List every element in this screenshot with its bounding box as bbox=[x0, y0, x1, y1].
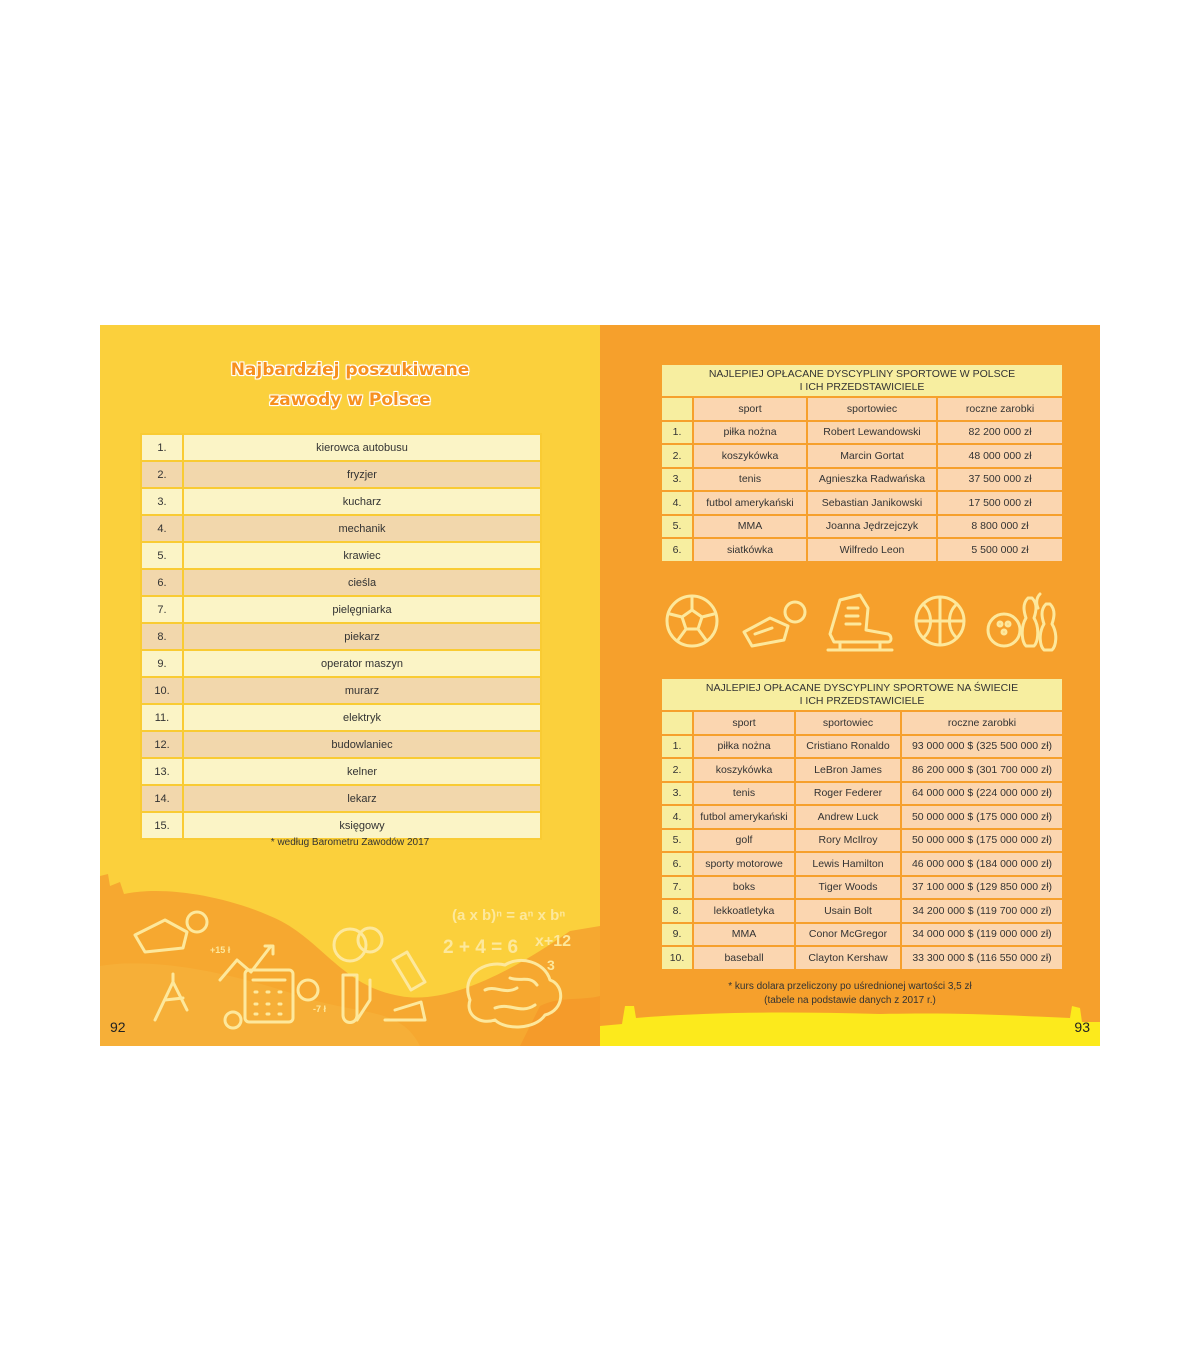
table-row bbox=[661, 735, 1063, 759]
basketball-icon bbox=[916, 597, 964, 645]
money-label-2: -7 ł bbox=[313, 1004, 327, 1014]
athlete-cell: Roger Federer bbox=[795, 782, 901, 806]
athlete-cell: Andrew Luck bbox=[795, 805, 901, 829]
rank-cell: 2. bbox=[661, 758, 693, 782]
sport-cell: MMA bbox=[693, 515, 807, 539]
left-page bbox=[100, 325, 600, 1046]
earnings-column-header: roczne zarobki bbox=[901, 711, 1063, 735]
sport-icons-row bbox=[660, 590, 1060, 660]
rank-cell: 3. bbox=[661, 468, 693, 492]
profession-cell: cieśla bbox=[183, 569, 541, 596]
soccer-ball-icon bbox=[667, 596, 717, 646]
rank-cell: 11. bbox=[141, 704, 183, 731]
rank-cell: 5. bbox=[661, 515, 693, 539]
profession-cell: lekarz bbox=[183, 785, 541, 812]
sport-cell: boks bbox=[693, 876, 795, 900]
table-row bbox=[661, 829, 1063, 853]
earnings-cell: 93 000 000 $ (325 500 000 zł) bbox=[901, 735, 1063, 759]
page-number-left: 92 bbox=[110, 1019, 126, 1035]
earnings-cell: 34 000 000 $ (119 000 000 zł) bbox=[901, 923, 1063, 947]
rank-cell: 10. bbox=[141, 677, 183, 704]
athlete-cell: Wilfredo Leon bbox=[807, 538, 937, 562]
earnings-cell: 5 500 000 zł bbox=[937, 538, 1063, 562]
money-label-1: +15 ł bbox=[210, 945, 231, 955]
rank-cell: 9. bbox=[141, 650, 183, 677]
table-row bbox=[661, 491, 1063, 515]
earnings-cell: 86 200 000 $ (301 700 000 zł) bbox=[901, 758, 1063, 782]
title-line-2: zawody w Polsce bbox=[269, 390, 431, 410]
athlete-cell: Agnieszka Radwańska bbox=[807, 468, 937, 492]
athlete-column-header: sportowiec bbox=[795, 711, 901, 735]
sport-cell: koszykówka bbox=[693, 444, 807, 468]
athlete-cell: Rory McIlroy bbox=[795, 829, 901, 853]
sport-cell: siatkówka bbox=[693, 538, 807, 562]
table-row bbox=[661, 538, 1063, 562]
table-row bbox=[661, 852, 1063, 876]
rank-column-header bbox=[661, 711, 693, 735]
athlete-cell: Joanna Jędrzejczyk bbox=[807, 515, 937, 539]
left-icons bbox=[125, 890, 585, 1030]
table-row bbox=[141, 461, 541, 488]
microscope-icon bbox=[385, 952, 425, 1020]
profession-cell: kucharz bbox=[183, 488, 541, 515]
poland-table-title-line-1: NAJLEPIEJ OPŁACANE DYSCYPLINY SPORTOWE W POLSCE bbox=[708, 367, 1016, 380]
table-row bbox=[661, 805, 1063, 829]
rank-cell: 3. bbox=[141, 488, 183, 515]
right-footnote-line-2: (tabele na podstawie danych z 2017 r.) bbox=[764, 995, 936, 1006]
table-row bbox=[141, 623, 541, 650]
left-footnote: * według Barometru Zawodów 2017 bbox=[270, 837, 430, 848]
athlete-cell: Usain Bolt bbox=[795, 899, 901, 923]
rank-cell: 15. bbox=[141, 812, 183, 839]
profession-cell: piekarz bbox=[183, 623, 541, 650]
athlete-cell: Conor McGregor bbox=[795, 923, 901, 947]
profession-cell: murarz bbox=[183, 677, 541, 704]
math-formula-3: x+12 bbox=[535, 933, 572, 950]
rank-cell: 3. bbox=[661, 782, 693, 806]
profession-cell: księgowy bbox=[183, 812, 541, 839]
sport-cell: golf bbox=[693, 829, 795, 853]
athlete-cell: Tiger Woods bbox=[795, 876, 901, 900]
sport-cell: futbol amerykański bbox=[693, 491, 807, 515]
athlete-cell: Robert Lewandowski bbox=[807, 421, 937, 445]
sport-cell: lekkoatletyka bbox=[693, 899, 795, 923]
page-number-right: 93 bbox=[1074, 1019, 1090, 1035]
sport-cell: MMA bbox=[693, 923, 795, 947]
sport-cell: tenis bbox=[693, 468, 807, 492]
earnings-column-header: roczne zarobki bbox=[937, 397, 1063, 421]
math-formula-1: (a x b)ⁿ = aⁿ x bⁿ bbox=[452, 907, 566, 924]
earnings-cell: 64 000 000 $ (224 000 000 zł) bbox=[901, 782, 1063, 806]
athlete-cell: Clayton Kershaw bbox=[795, 946, 901, 970]
world-table-title-line-1: NAJLEPIEJ OPŁACANE DYSCYPLINY SPORTOWE NA ŚWIECIE bbox=[705, 681, 1019, 694]
table-row bbox=[141, 434, 541, 461]
earnings-cell: 46 000 000 $ (184 000 000 zł) bbox=[901, 852, 1063, 876]
rank-cell: 4. bbox=[661, 491, 693, 515]
rank-cell: 12. bbox=[141, 731, 183, 758]
sport-cell: baseball bbox=[693, 946, 795, 970]
rank-cell: 5. bbox=[661, 829, 693, 853]
sport-cell: tenis bbox=[693, 782, 795, 806]
athlete-cell: LeBron James bbox=[795, 758, 901, 782]
math-formula-2: 2 + 4 = 6 bbox=[443, 937, 519, 958]
rank-cell: 6. bbox=[661, 538, 693, 562]
rank-cell: 6. bbox=[661, 852, 693, 876]
whistle-icon bbox=[135, 912, 207, 952]
table-row bbox=[141, 731, 541, 758]
rank-cell: 13. bbox=[141, 758, 183, 785]
athlete-column-header: sportowiec bbox=[807, 397, 937, 421]
poland-sports-table bbox=[660, 363, 1064, 563]
rank-cell: 14. bbox=[141, 785, 183, 812]
table-row bbox=[141, 677, 541, 704]
table-row bbox=[661, 468, 1063, 492]
rank-cell: 7. bbox=[141, 596, 183, 623]
earnings-cell: 50 000 000 $ (175 000 000 zł) bbox=[901, 805, 1063, 829]
earnings-cell: 50 000 000 $ (175 000 000 zł) bbox=[901, 829, 1063, 853]
profession-cell: krawiec bbox=[183, 542, 541, 569]
calculator-icon bbox=[225, 970, 318, 1028]
right-page bbox=[600, 325, 1100, 1046]
rank-cell: 6. bbox=[141, 569, 183, 596]
earnings-cell: 8 800 000 zł bbox=[937, 515, 1063, 539]
table-row bbox=[141, 542, 541, 569]
world-sports-table bbox=[660, 677, 1064, 971]
earnings-cell: 17 500 000 zł bbox=[937, 491, 1063, 515]
table-row bbox=[661, 876, 1063, 900]
profession-cell: kelner bbox=[183, 758, 541, 785]
profession-cell: mechanik bbox=[183, 515, 541, 542]
athlete-cell: Lewis Hamilton bbox=[795, 852, 901, 876]
athlete-cell: Marcin Gortat bbox=[807, 444, 937, 468]
compass-icon bbox=[155, 974, 187, 1020]
table-row bbox=[141, 758, 541, 785]
profession-cell: fryzjer bbox=[183, 461, 541, 488]
table-row bbox=[661, 421, 1063, 445]
profession-cell: elektryk bbox=[183, 704, 541, 731]
sport-cell: piłka nożna bbox=[693, 421, 807, 445]
sport-cell: piłka nożna bbox=[693, 735, 795, 759]
athlete-cell: Sebastian Janikowski bbox=[807, 491, 937, 515]
world-table-title-line-2: I ICH PRZEDSTAWICIELE bbox=[799, 694, 925, 707]
table-row bbox=[141, 812, 541, 839]
table-row bbox=[141, 785, 541, 812]
sport-cell: koszykówka bbox=[693, 758, 795, 782]
profession-cell: operator maszyn bbox=[183, 650, 541, 677]
math-formula-4: 3 bbox=[547, 957, 555, 973]
rank-cell: 2. bbox=[661, 444, 693, 468]
table-row bbox=[141, 596, 541, 623]
rank-cell: 8. bbox=[661, 899, 693, 923]
rank-cell: 9. bbox=[661, 923, 693, 947]
rank-cell: 4. bbox=[661, 805, 693, 829]
book-spread bbox=[100, 325, 1100, 1046]
rank-cell: 4. bbox=[141, 515, 183, 542]
table-row bbox=[661, 758, 1063, 782]
table-row bbox=[661, 923, 1063, 947]
rank-cell: 1. bbox=[661, 735, 693, 759]
earnings-cell: 37 500 000 zł bbox=[937, 468, 1063, 492]
sport-cell: sporty motorowe bbox=[693, 852, 795, 876]
rank-cell: 1. bbox=[141, 434, 183, 461]
page-title bbox=[100, 355, 600, 415]
profession-cell: pielęgniarka bbox=[183, 596, 541, 623]
table-row bbox=[141, 569, 541, 596]
title-line-1: Najbardziej poszukiwane bbox=[230, 360, 470, 380]
ice-skate-icon bbox=[828, 595, 892, 650]
rank-cell: 2. bbox=[141, 461, 183, 488]
poland-table-title-line-2: I ICH PRZEDSTAWICIELE bbox=[799, 380, 925, 393]
earnings-cell: 34 200 000 $ (119 700 000 zł) bbox=[901, 899, 1063, 923]
rank-cell: 10. bbox=[661, 946, 693, 970]
table-row bbox=[661, 782, 1063, 806]
right-footnote-line-1: * kurs dolara przeliczony po uśrednionej wartości 3,5 zł bbox=[728, 981, 972, 992]
table-row bbox=[661, 946, 1063, 970]
table-row bbox=[661, 444, 1063, 468]
earnings-cell: 33 300 000 $ (116 550 000 zł) bbox=[901, 946, 1063, 970]
earnings-cell: 48 000 000 zł bbox=[937, 444, 1063, 468]
sport-column-header: sport bbox=[693, 397, 807, 421]
sport-cell: futbol amerykański bbox=[693, 805, 795, 829]
table-row bbox=[141, 650, 541, 677]
earnings-cell: 82 200 000 zł bbox=[937, 421, 1063, 445]
rank-cell: 8. bbox=[141, 623, 183, 650]
rank-cell: 7. bbox=[661, 876, 693, 900]
table-row bbox=[141, 704, 541, 731]
table-row bbox=[141, 515, 541, 542]
flask-icon bbox=[334, 928, 382, 1023]
profession-cell: budowlaniec bbox=[183, 731, 541, 758]
whistle-icon bbox=[744, 602, 805, 646]
world-table-title bbox=[661, 678, 1063, 711]
right-footnote bbox=[630, 980, 1070, 1008]
earnings-cell: 37 100 000 $ (129 850 000 zł) bbox=[901, 876, 1063, 900]
athlete-cell: Cristiano Ronaldo bbox=[795, 735, 901, 759]
sport-column-header: sport bbox=[693, 711, 795, 735]
rank-cell: 1. bbox=[661, 421, 693, 445]
profession-cell: kierowca autobusu bbox=[183, 434, 541, 461]
table-row bbox=[661, 899, 1063, 923]
table-row bbox=[661, 515, 1063, 539]
table-row bbox=[141, 488, 541, 515]
rank-column-header bbox=[661, 397, 693, 421]
rank-cell: 5. bbox=[141, 542, 183, 569]
professions-table bbox=[140, 433, 542, 840]
bowling-icon bbox=[988, 594, 1056, 650]
poland-table-title bbox=[661, 364, 1063, 397]
